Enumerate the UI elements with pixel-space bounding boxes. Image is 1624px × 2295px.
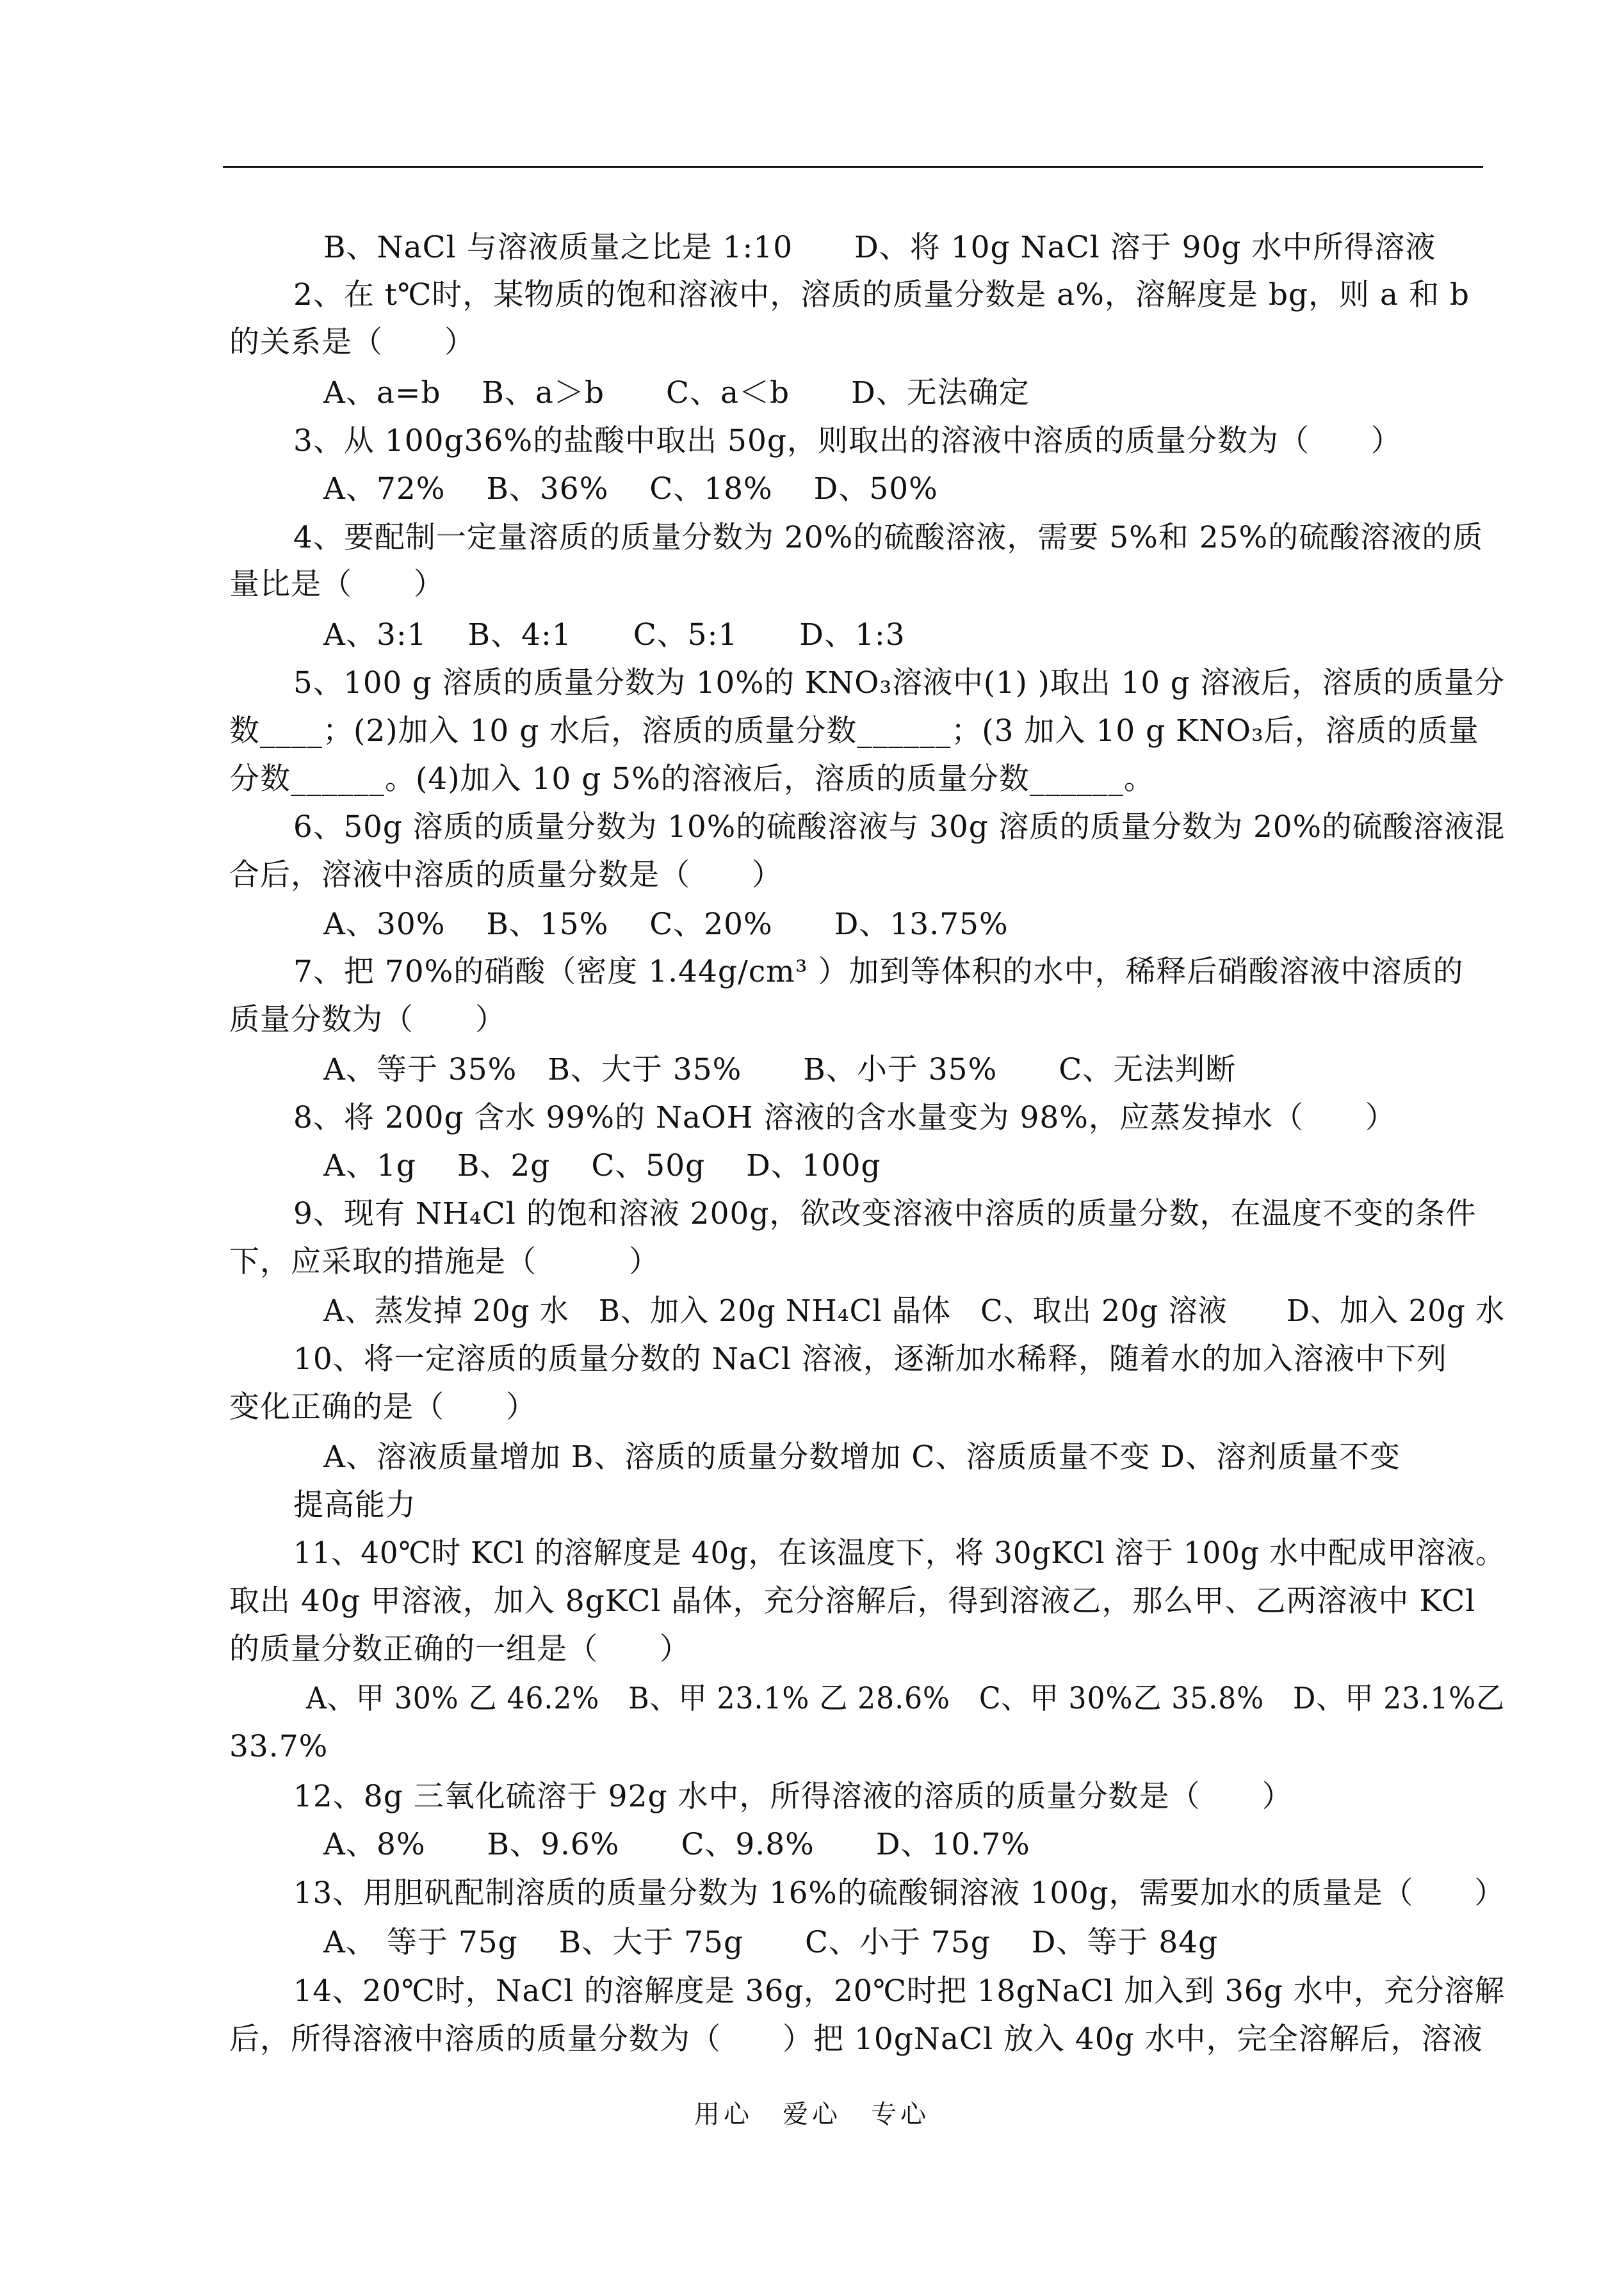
text-line: 的关系是（ ） xyxy=(229,325,475,360)
text-line: 3、从 100g36%的盐酸中取出 50g，则取出的溶液中溶质的质量分数为（ ） xyxy=(293,423,1402,458)
text-line: 10、将一定溶质的质量分数的 NaCl 溶液，逐渐加水稀释，随着水的加入溶液中下列 xyxy=(293,1342,1447,1377)
text-line: A、3:1 B、4:1 C、5:1 D、1:3 xyxy=(323,617,905,653)
text-line: 变化正确的是（ ） xyxy=(229,1390,537,1425)
text-line: 合后，溶液中溶质的质量分数是（ ） xyxy=(229,857,783,893)
text-line: 7、把 70%的硝酸（密度 1.44g/cm³ ）加到等体积的水中，稀释后硝酸溶液中溶质的 xyxy=(293,954,1464,989)
text-line: 4、要配制一定量溶质的质量分数为 20%的硫酸溶液，需要 5%和 25%的硫酸溶液的质 xyxy=(293,520,1484,555)
text-line: A、a=b B、a＞b C、a＜b D、无法确定 xyxy=(323,375,1030,410)
text-line: A、1g B、2g C、50g D、100g xyxy=(323,1148,881,1183)
text-line: A、 等于 75g B、大于 75g C、小于 75g D、等于 84g xyxy=(323,1925,1219,1960)
text-line: A、蒸发掉 20g 水 B、加入 20g NH₄Cl 晶体 C、取出 20g 溶液 D、加入 20g 水 xyxy=(323,1293,1506,1329)
text-line: 2、在 t℃时，某物质的饱和溶液中，溶质的质量分数是 a%，溶解度是 bg，则 a 和 b xyxy=(293,277,1470,312)
text-line: 5、100 g 溶质的质量分数为 10%的 KNO₃溶液中(1) )取出 10 g 溶液后，溶质的质量分 xyxy=(293,665,1506,701)
text-line: 质量分数为（ ） xyxy=(229,1002,506,1037)
text-line: 13、用胆矾配制溶质的质量分数为 16%的硫酸铜溶液 100g，需要加水的质量是（ ） xyxy=(293,1876,1505,1911)
text-line: 取出 40g 甲溶液，加入 8gKCl 晶体，充分溶解后，得到溶液乙，那么甲、乙两溶液中 KCl xyxy=(229,1584,1476,1619)
text-line: 后，所得溶液中溶质的质量分数为（ ）把 10gNaCl 放入 40g 水中，完全溶解后，溶液 xyxy=(229,2022,1483,2057)
text-line: 33.7% xyxy=(229,1729,329,1764)
text-line: 6、50g 溶质的质量分数为 10%的硫酸溶液与 30g 溶质的质量分数为 20%的硫酸溶液混 xyxy=(293,809,1506,845)
text-line: A、30% B、15% C、20% D、13.75% xyxy=(323,907,1009,942)
text-line: 的质量分数正确的一组是（ ） xyxy=(229,1632,690,1667)
text-line: 12、8g 三氧化硫溶于 92g 水中，所得溶液的溶质的质量分数是（ ） xyxy=(293,1779,1293,1814)
text-line: 14、20℃时，NaCl 的溶解度是 36g，20℃时把 18gNaCl 加入到 36g 水中，充分溶解 xyxy=(293,1974,1506,2009)
text-line: 9、现有 NH₄Cl 的饱和溶液 200g，欲改变溶液中溶质的质量分数，在温度不变的条件 xyxy=(293,1196,1477,1231)
text-line: 下，应采取的措施是（ ） xyxy=(229,1244,660,1279)
text-line: 量比是（ ） xyxy=(229,567,444,602)
text-line: A、等于 35% B、大于 35% B、小于 35% C、无法判断 xyxy=(323,1052,1237,1087)
section-heading: 提高能力 xyxy=(293,1488,416,1523)
text-line: A、溶液质量增加 B、溶质的质量分数增加 C、溶质质量不变 D、溶剂质量不变 xyxy=(323,1439,1401,1475)
text-line: A、72% B、36% C、18% D、50% xyxy=(323,471,938,507)
text-line: 8、将 200g 含水 99%的 NaOH 溶液的含水量变为 98%，应蒸发掉水（ ） xyxy=(293,1100,1396,1135)
text-line: 11、40℃时 KCl 的溶解度是 40g，在该温度下，将 30gKCl 溶于 100g 水中配成甲溶液。 xyxy=(293,1536,1506,1571)
text-line: 分数______。(4)加入 10 g 5%的溶液后，溶质的质量分数______。 xyxy=(229,761,1155,797)
page-footer: 用心 爱心 专心 xyxy=(694,2100,930,2129)
text-line: 数____；(2)加入 10 g 水后，溶质的质量分数______；(3 加入 10 g KNO₃后，溶质的质量 xyxy=(229,713,1479,749)
text-line: A、8% B、9.6% C、9.8% D、10.7% xyxy=(323,1827,1030,1862)
text-line: A、甲 30% 乙 46.2% B、甲 23.1% 乙 28.6% C、甲 30%乙 35.8% D、甲 23.1%乙 xyxy=(306,1681,1506,1716)
header-rule xyxy=(223,166,1483,168)
text-line: B、NaCl 与溶液质量之比是 1:10 D、将 10g NaCl 溶于 90g 水中所得溶液 xyxy=(323,230,1436,265)
